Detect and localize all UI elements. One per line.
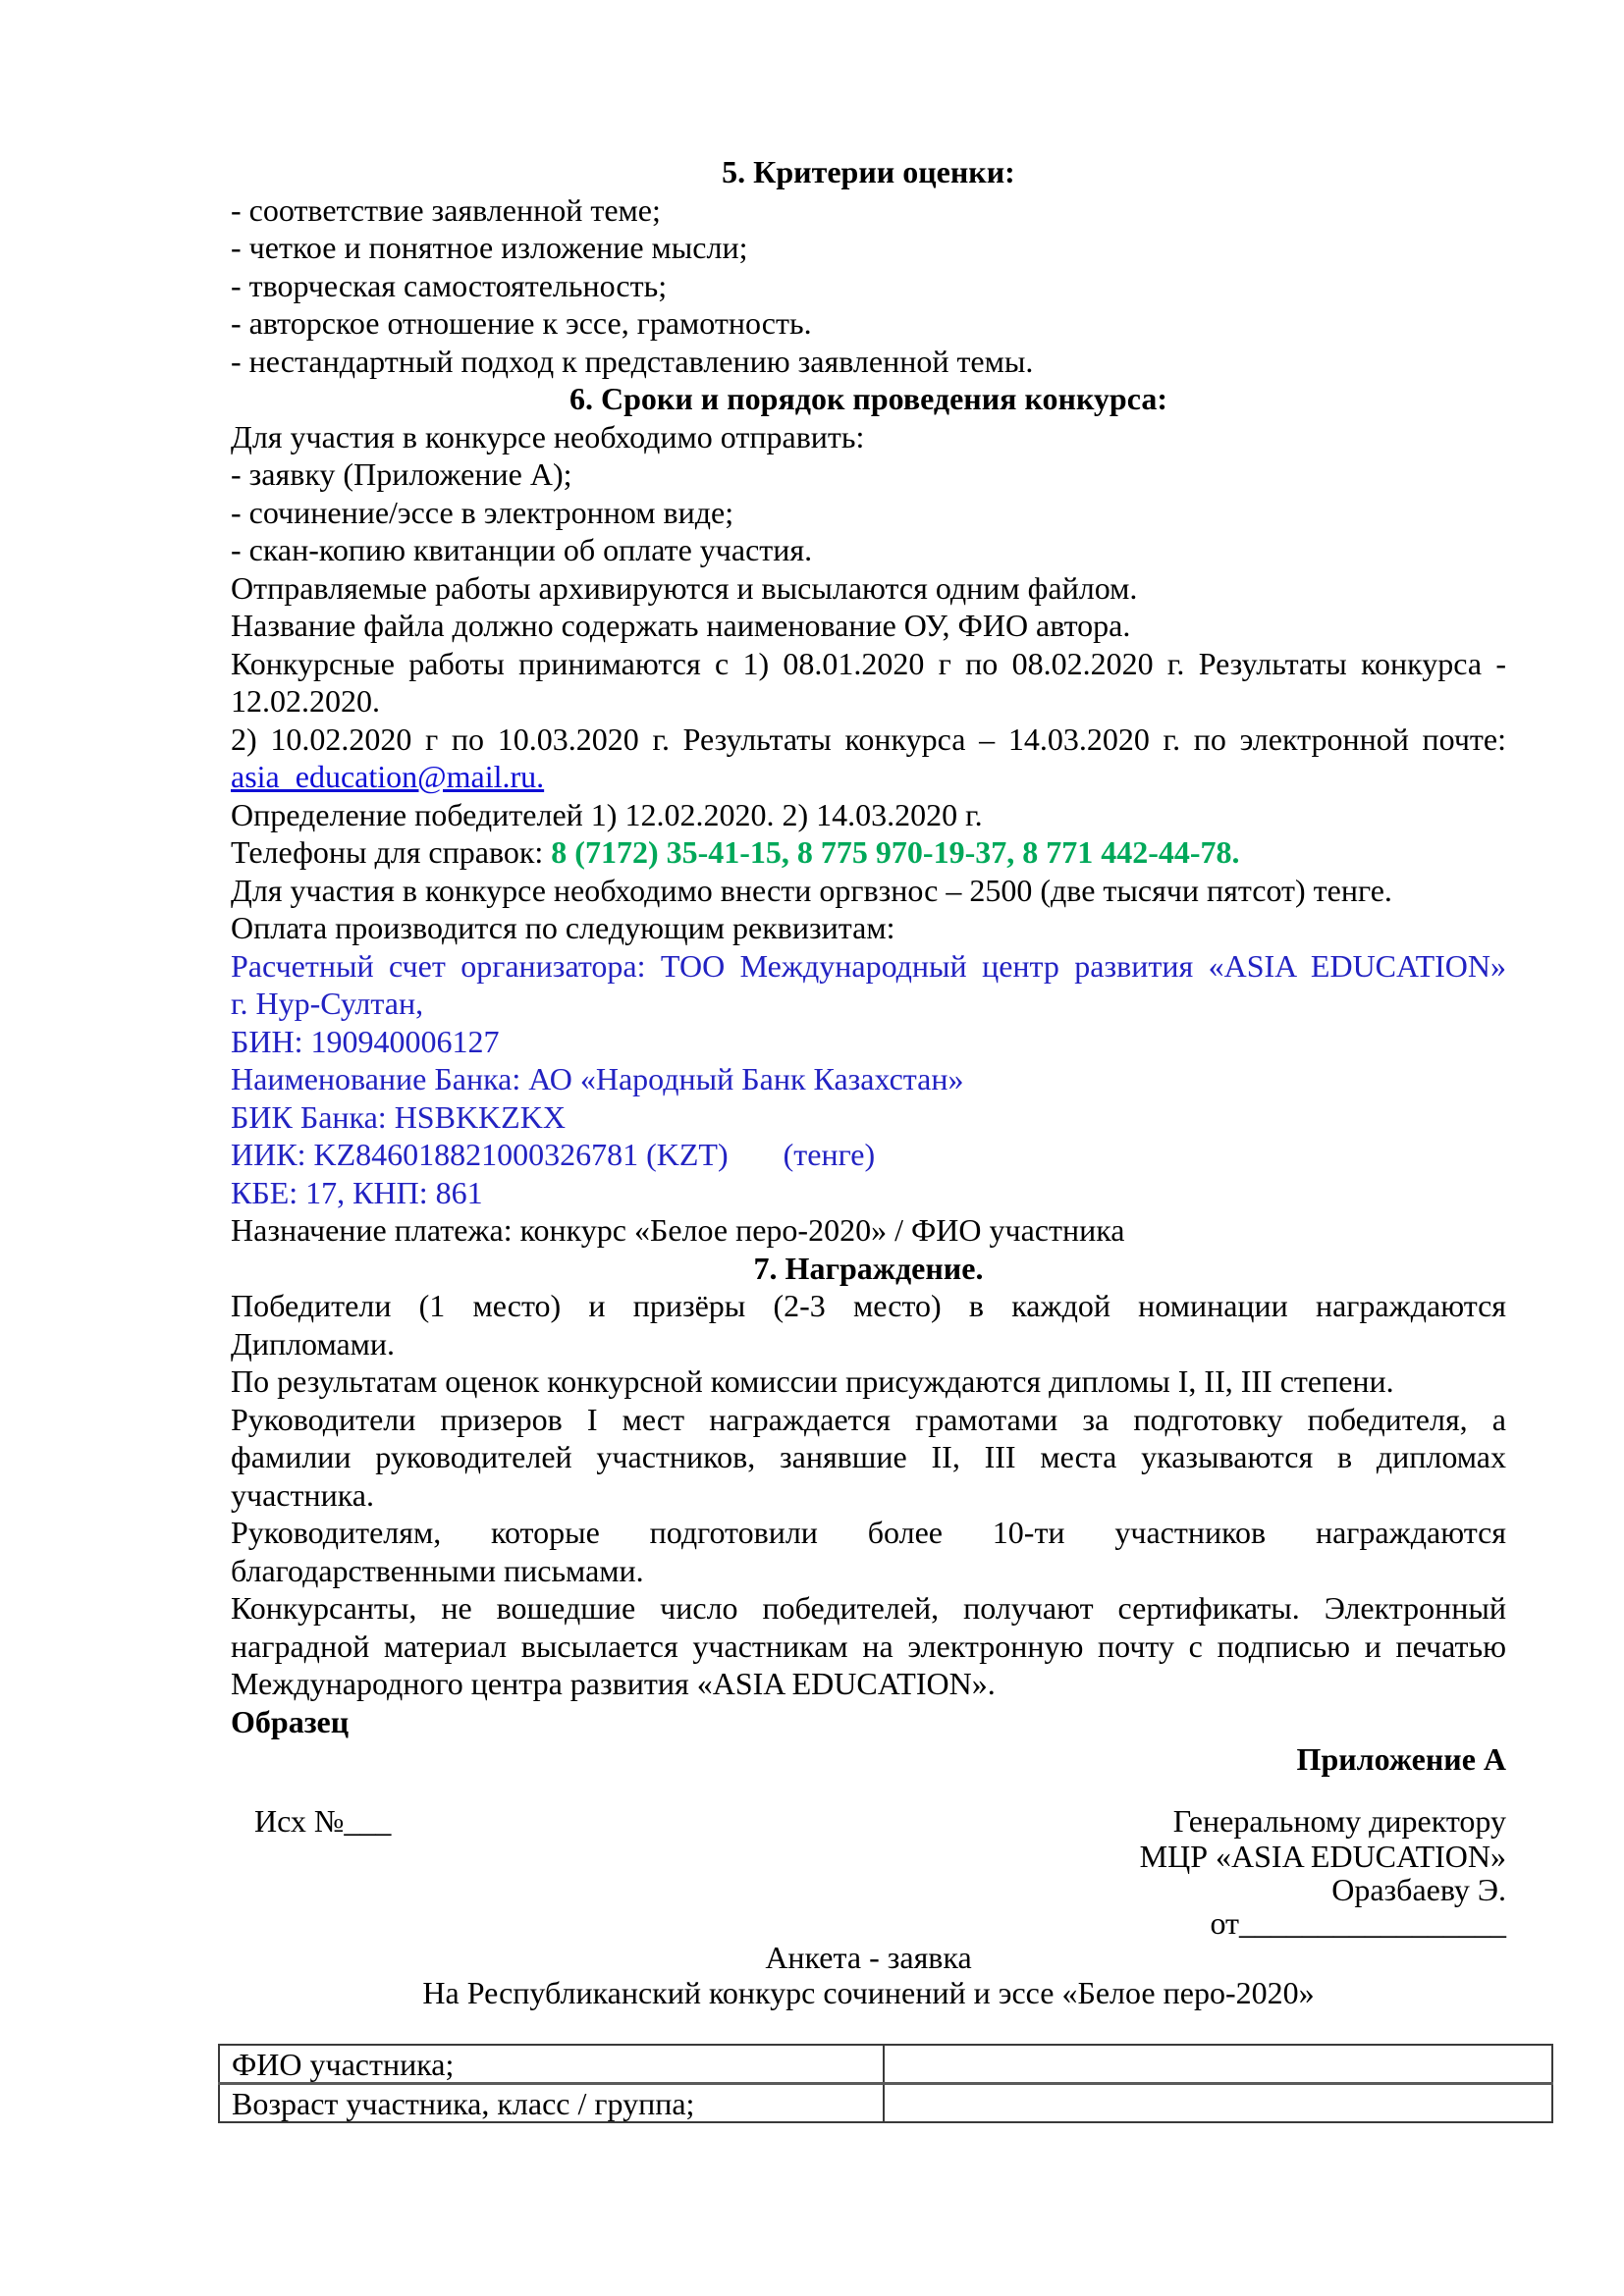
text-run: - скан-копию квитанции об оплате участия. [231, 532, 813, 567]
text-run: Конкурсанты, не вошедшие число победителей, получают сертификаты. Электронный [231, 1590, 1506, 1626]
payment-line [231, 1136, 1506, 1174]
text-run: КБЕ: 17, КНП: 861 [231, 1174, 483, 1210]
text-run: БИК Банка: HSBKKZKX [231, 1098, 566, 1135]
text-run: Генеральному директору [1172, 1802, 1506, 1839]
requirement-line [231, 455, 1506, 494]
text-run: наградной материал высылается участникам на электронную почту с подписью и печатью [231, 1628, 1506, 1664]
text-run: Образец [231, 1703, 350, 1739]
text-run: 7. Награждение. [753, 1250, 984, 1286]
text-run: участника. [231, 1476, 374, 1513]
form-subtitle [231, 1975, 1506, 2010]
text-run: Отправляемые работы архивируются и высылаются одним файлом. [231, 569, 1138, 606]
body-line [231, 796, 1506, 834]
body-line [231, 909, 1506, 947]
text-run: Анкета - заявка [765, 1940, 972, 1975]
text-run: БИН: 190940006127 [231, 1023, 500, 1059]
text-run: 2) 10.02.2020 г по 10.03.2020 г. Результаты конкурса – 14.03.2020 г. по электронной почте: [231, 721, 1506, 757]
requirement-line [231, 494, 1506, 532]
body-line [231, 645, 1506, 683]
email-line [231, 758, 1506, 796]
text-run: Телефоны для справок: [231, 834, 552, 870]
text-run: Для участия в конкурсе необходимо отправить: [231, 418, 865, 454]
addressee-line [231, 1840, 1506, 1873]
text-run: от_________________ [1210, 1905, 1506, 1941]
body-line [231, 1476, 1506, 1515]
text-run: ИИК: KZ846018821000326781 (KZT) (тенге) [231, 1137, 876, 1172]
table-row [219, 2045, 1552, 2084]
body-line [231, 1628, 1506, 1666]
split-left [254, 1802, 391, 1841]
text-run: - нестандартный подход к представлению заявленной темы. [231, 343, 1034, 379]
email-link[interactable]: asia_education@mail.ru. [231, 759, 545, 794]
text-run: Название файла должно содержать наименование ОУ, ФИО автора. [231, 608, 1131, 643]
form-title [231, 1940, 1506, 1975]
payment-line [231, 1174, 1506, 1212]
application-form-table [218, 2044, 1553, 2123]
text-run: - сочинение/эссе в электронном виде; [231, 494, 734, 530]
text-run: Для участия в конкурсе необходимо внести оргвзнос – 2500 (две тысячи пятсот) тенге. [231, 872, 1392, 908]
body-line [231, 1325, 1506, 1363]
section-5-heading [231, 153, 1506, 191]
text-run: 5. Критерии оценки: [722, 154, 1015, 189]
text-run: Оплата производится по следующим реквизитам: [231, 910, 895, 945]
text-run: - творческая самостоятельность; [231, 267, 668, 303]
split-right [1173, 1802, 1506, 1841]
text-run: Оразбаеву Э. [1331, 1872, 1506, 1907]
criterion-line [231, 229, 1506, 267]
text-run: 6. Сроки и порядок проведения конкурса: [569, 381, 1167, 416]
phones-line [231, 833, 1506, 872]
text-run: Исх №___ [254, 1802, 392, 1839]
body-line [231, 1401, 1506, 1439]
body-line [231, 1552, 1506, 1590]
text-run: фамилии руководителей участников, занявшие II, III места указываются в дипломах [231, 1439, 1506, 1474]
text-run: На Республиканский конкурс сочинений и эссе «Белое перо-2020» [422, 1975, 1315, 2010]
text-run: - соответствие заявленной теме; [231, 191, 661, 228]
text-run: Определение победителей 1) 12.02.2020. 2) 14.03.2020 г. [231, 796, 983, 832]
outgoing-number-line [231, 1802, 1506, 1841]
body-line [231, 1438, 1506, 1476]
sample-label [231, 1703, 1506, 1741]
body-line [231, 1362, 1506, 1401]
text-run: Конкурсные работы принимаются с 1) 08.01.2020 г по 08.02.2020 г. Результаты конкурса - [231, 645, 1506, 681]
criterion-line [231, 191, 1506, 230]
form-field-value-age[interactable] [884, 2084, 1552, 2123]
body-line [231, 418, 1506, 456]
body-line [231, 682, 1506, 721]
body-line [231, 1211, 1506, 1250]
form-field-label-fio: ФИО участника; [219, 2045, 884, 2084]
body-line [231, 569, 1506, 608]
text-run: - заявку (Приложение А); [231, 456, 572, 492]
text-run: По результатам оценок конкурсной комиссии присуждаются дипломы I, II, III степени. [231, 1363, 1394, 1399]
body-line [231, 1287, 1506, 1325]
payment-line [231, 1098, 1506, 1137]
text-run: МЦР «ASIA EDUCATION» [1139, 1839, 1506, 1874]
body-line [231, 872, 1506, 910]
section-6-heading [231, 380, 1506, 418]
criterion-line [231, 343, 1506, 381]
text-run: благодарственными письмами. [231, 1552, 644, 1588]
text-run: Назначение платежа: конкурс «Белое перо-2020» / ФИО участника [231, 1212, 1125, 1248]
text-run: Международного центра развития «ASIA EDUCATION». [231, 1666, 996, 1701]
payment-line [231, 947, 1506, 986]
text-run: Наименование Банка: АО «Народный Банк Казахстан» [231, 1061, 964, 1096]
text-run: Руководителям, которые подготовили более 10-ти участников награждаются [231, 1515, 1506, 1550]
body-line [231, 1589, 1506, 1628]
table-row [219, 2084, 1552, 2123]
text-run: Дипломами. [231, 1325, 396, 1362]
criterion-line [231, 304, 1506, 343]
payment-line [231, 1060, 1506, 1098]
payment-line [231, 1023, 1506, 1061]
criterion-line [231, 267, 1506, 305]
text-run: Расчетный счет организатора: ТОО Международный центр развития «ASIA EDUCATION» [231, 947, 1506, 984]
text-run: Руководители призеров I мест награждается грамотами за подготовку победителя, а [231, 1401, 1506, 1437]
document-body [231, 153, 1506, 2010]
text-run: - четкое и понятное изложение мысли; [231, 230, 748, 265]
text-run: 12.02.2020. [231, 683, 380, 719]
form-field-label-age: Возраст участника, класс / группа; [219, 2084, 884, 2123]
body-line [231, 607, 1506, 645]
addressee-line [231, 1873, 1506, 1906]
form-field-value-fio[interactable] [884, 2045, 1552, 2084]
body-line [231, 1665, 1506, 1703]
body-line [231, 1514, 1506, 1552]
phone-numbers: 8 (7172) 35-41-15, 8 775 970-19-37, 8 771 442-44-78. [551, 834, 1240, 870]
text-run: Победители (1 место) и призёры (2-3 место) в каждой номинации награждаются [231, 1288, 1506, 1323]
requirement-line [231, 531, 1506, 569]
text-run: Приложение А [1296, 1741, 1506, 1777]
payment-line [231, 985, 1506, 1023]
text-run: - авторское отношение к эссе, грамотность. [231, 305, 812, 341]
text-run: г. Нур-Султан, [231, 986, 424, 1021]
from-line [231, 1906, 1506, 1940]
body-line [231, 721, 1506, 759]
section-7-heading [231, 1250, 1506, 1288]
appendix-label [231, 1740, 1506, 1779]
